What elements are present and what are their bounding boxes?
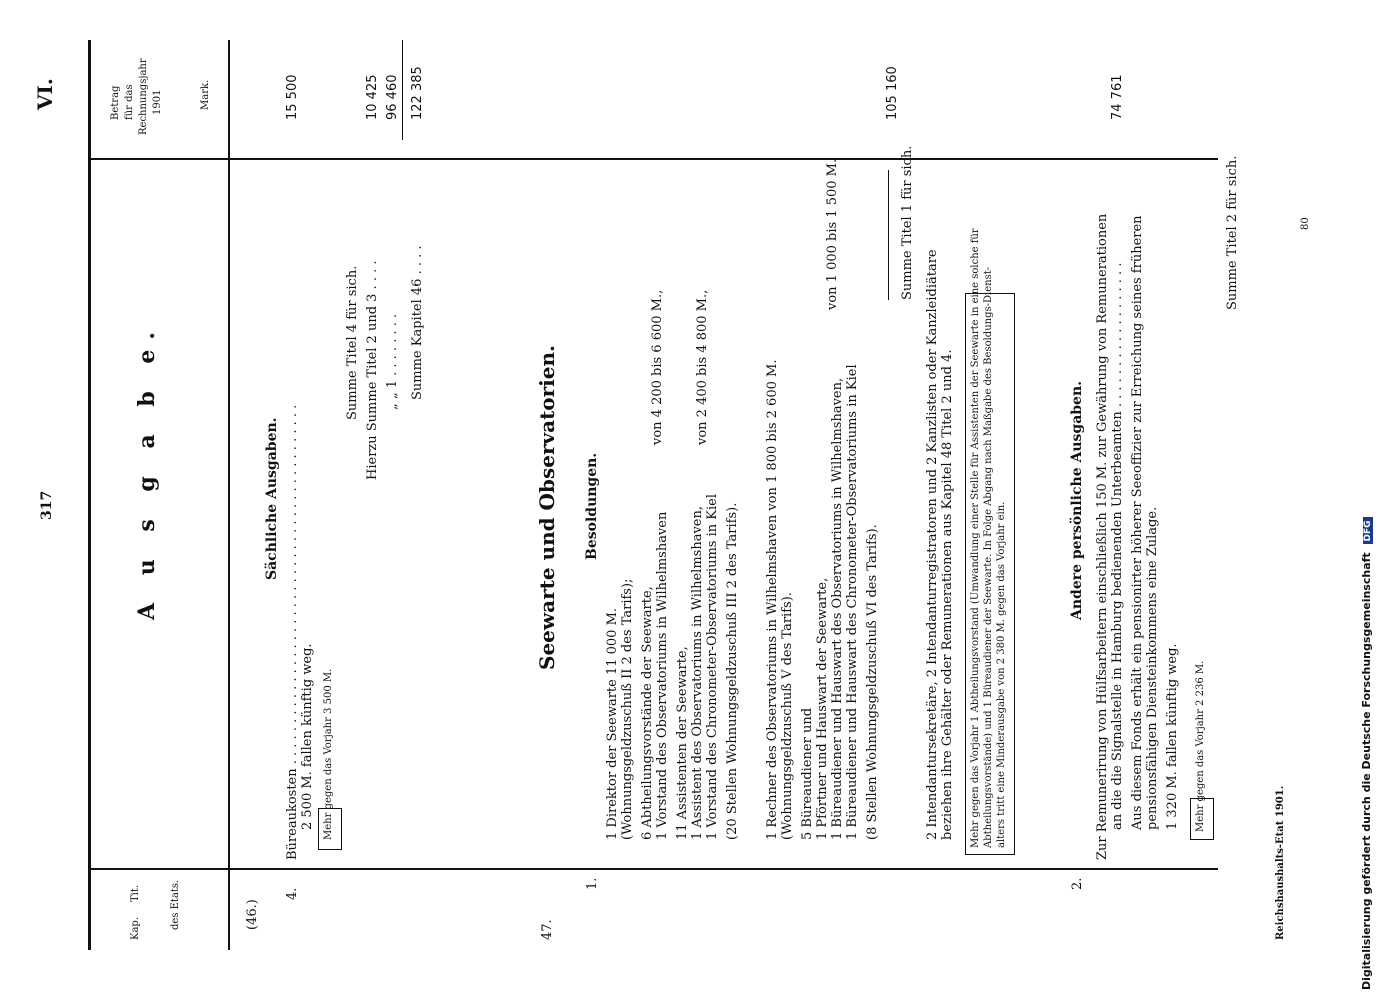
mehr-note-1: Mehr gegen das Vorjahr 1 Abtheilungsvorstand (Umwandlung einer Stelle für Assistenten der Seewarte in eine solche für: [970, 228, 981, 848]
row-7: 1 Vorstand des Chronometer-Observatoriums in Kiel: [705, 494, 720, 840]
bureaukosten-line: Büreaukosten . . . . . . . . . . . . . . . . . . . . . . . . . . . . . . . . . . . . . . . . . . . .: [285, 404, 300, 860]
tit-4: 4.: [285, 887, 300, 900]
page-number: 317: [39, 490, 55, 520]
betrag-4: 1901: [152, 89, 163, 115]
amount-96460: 96 460: [385, 74, 400, 120]
signature: 80: [1300, 217, 1311, 230]
col-etats-label: des Etats.: [170, 879, 181, 930]
row-3: 6 Abtheilungsvorstände der Seewarte,: [640, 586, 655, 840]
tit-1: 1.: [585, 877, 600, 890]
intendantur-2: beziehen ihre Gehälter oder Remunerationen aus Kapitel 48 Titel 2 und 4.: [940, 349, 955, 840]
section-number: VI.: [33, 78, 57, 110]
sum-tit2: Summe Titel 2 für sich.: [1225, 155, 1240, 310]
andere-3: Aus diesem Fonds erhält ein pensionirter höherer Seeoffizier zur Erreichung seines früheren: [1130, 215, 1145, 830]
seewarte-heading: Seewarte und Observatorien.: [535, 344, 559, 670]
andere-5: 1 320 M. fallen künftig weg.: [1165, 643, 1180, 830]
col-kap-rule: [88, 868, 1218, 870]
range-3: von 1 000 bis 1 500 M.: [825, 158, 840, 310]
etat-footer: Reichshaushalts-Etat 1901.: [1275, 785, 1286, 940]
row-2: (Wohnungsgeldzuschuß II 2 des Tarifs);: [620, 578, 635, 840]
sachliche-heading: Sächliche Ausgaben.: [264, 417, 280, 580]
row2-5: 1 Büreaudiener und Hauswart des Observatoriums in Wilhelmshaven,: [830, 377, 845, 840]
sum-tit1: Summe Titel 1 für sich.: [900, 145, 915, 300]
betrag-2: für das: [124, 84, 135, 120]
dfg-sidebar: [1360, 517, 1373, 990]
kap-47: 47.: [540, 919, 555, 940]
amount-15500: 15 500: [285, 74, 300, 120]
hierzu-line: Hierzu Summe Titel 2 und 3 . . . .: [365, 260, 380, 480]
besoldungen-heading: Besoldungen.: [584, 452, 600, 560]
header-top-rule: [88, 40, 91, 950]
andere-mehr: Mehr gegen das Vorjahr 2 236 M.: [1195, 660, 1206, 832]
betrag-1: Betrag: [110, 85, 121, 120]
andere-1: Zur Remunerirung von Hülfsarbeitern einschließlich 150 M. zur Gewährung von Remunerationen: [1095, 213, 1110, 860]
betrag-3: Rechnungsjahr: [138, 58, 149, 135]
row-5: 11 Assistenten der Seewarte,: [675, 646, 690, 840]
quote-1-line: „ „ 1 . . . . . . . .: [385, 313, 400, 410]
sum-rule-tit1: [888, 170, 889, 300]
sum-tit4: Summe Titel 4 für sich.: [345, 265, 360, 420]
mehr-note-3: alters tritt eine Minderausgabe von 2 380 M. gegen das Vorjahr ein.: [996, 501, 1007, 848]
bureaukosten-note: 2 500 M. fallen künftig weg.: [300, 643, 315, 830]
kap-46: (46.): [245, 899, 260, 930]
row-4: 1 Vorstand des Observatoriums in Wilhelmshaven: [655, 511, 670, 840]
row2-3: 5 Büreaudiener und: [800, 707, 815, 840]
intendantur-1: 2 Intendantursekretäre, 2 Intendanturregistratoren und 2 Kanzlisten oder Kanzleidiätare: [925, 249, 940, 840]
tit-2: 2.: [1070, 877, 1085, 890]
row2-2: (Wohnungsgeldzuschuß V des Tarifs).: [780, 592, 795, 840]
dfg-badge: DFG: [1363, 517, 1373, 544]
amount-74761: 74 761: [1110, 74, 1125, 120]
mehr-note-2: Abtheilungsvorstände) und 1 Büreaudiener der Seewarte. In Folge Abgang nach Maßgabe des Besoldungs-Dienst-: [983, 266, 994, 848]
mehr-46: Mehr gegen das Vorjahr 3 500 M.: [323, 668, 334, 840]
row2-6: 1 Büreaudiener und Hauswart des Chronometer-Observatoriums in Kiel: [845, 364, 860, 840]
dfg-sidebar-text: Digitalisierung gefördert durch die Deutsche Forschungsgemeinschaft: [1360, 552, 1373, 990]
row2-4: 1 Pförtner und Hauswart der Seewarte,: [815, 577, 830, 840]
row2-1: 1 Rechner des Observatoriums in Wilhelmshaven von 1 800 bis 2 600 M.: [765, 359, 780, 840]
amount-105160: 105 160: [885, 66, 900, 120]
amount-10425: 10 425: [365, 74, 380, 120]
col-tit-label: Tit.: [130, 884, 141, 902]
betrag-5: Mark.: [200, 79, 211, 110]
col-kap-label: Kap.: [130, 916, 141, 940]
row2-7: (8 Stellen Wohnungsgeldzuschuß VI des Tarifs).: [865, 524, 880, 840]
col-betrag-rule: [88, 158, 1218, 160]
header-bottom-rule: [228, 40, 230, 950]
sum-kap46: Summe Kapitel 46 . . . .: [410, 245, 425, 400]
page-title: A u s g a b e.: [134, 321, 160, 620]
row-8: (20 Stellen Wohnungsgeldzuschuß III 2 des Tarifs).: [725, 502, 740, 840]
sum-rule-46: [402, 40, 403, 140]
range-2: von 2 400 bis 4 800 M.,: [695, 289, 710, 445]
andere-4: pensionsfähigen Diensteinkommens eine Zulage.: [1145, 506, 1160, 830]
row-1: 1 Direktor der Seewarte 11 000 M.: [605, 607, 620, 840]
row-6: 1 Assistent des Observatoriums in Wilhelmshaven,: [690, 505, 705, 840]
range-1: von 4 200 bis 6 600 M.,: [650, 289, 665, 445]
andere-heading: Andere persönliche Ausgaben.: [1069, 380, 1085, 620]
amount-122385: 122 385: [410, 66, 425, 120]
andere-2: an die die Signalstelle in Hamburg bedienenden Unterbeamten . . . . . . . . . . . . . . . . . .: [1110, 262, 1125, 830]
